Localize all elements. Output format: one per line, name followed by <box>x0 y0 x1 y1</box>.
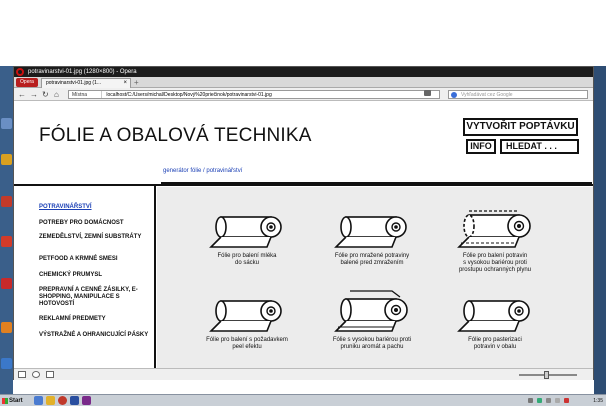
browser-window <box>13 66 594 380</box>
product-label: Fólie pro pasterizaci <box>468 337 522 343</box>
desktop-right-strip <box>594 66 606 394</box>
product-label: Fólie pro balení potravin <box>462 253 528 259</box>
product-label: potravin v obalu <box>473 344 517 350</box>
product-tile[interactable] <box>440 295 550 351</box>
product-tile[interactable] <box>317 287 427 351</box>
google-icon <box>451 92 457 98</box>
tab-bar <box>14 77 593 88</box>
category-sidebar <box>14 186 154 368</box>
window-title: potravinarstvi-01.jpg (1280×800) - Opera <box>28 69 137 75</box>
turbo-icon[interactable] <box>32 371 40 378</box>
sidebar-item-vystrazne[interactable]: VÝSTRAŽNÉ A OHRANICUJÍCÍ PÁSKY <box>39 332 149 338</box>
sidebar-item-domacnost[interactable]: POTREBY PRO DOMÁCNOST <box>39 220 124 226</box>
forward-icon[interactable]: → <box>30 90 38 99</box>
page-title: FÓLIE A OBALOVÁ TECHNIKA <box>39 125 312 146</box>
web-page <box>14 102 593 368</box>
windows-logo-icon <box>2 398 8 404</box>
film-roll-icon <box>332 211 412 251</box>
product-label: peel efektu <box>232 344 262 350</box>
product-label: pruniku aromát a pachu <box>340 344 404 350</box>
folder-icon[interactable] <box>46 396 55 405</box>
film-roll-icon <box>207 295 287 335</box>
taskbar <box>0 394 606 406</box>
search-input[interactable] <box>448 90 588 99</box>
bookmark-icon[interactable] <box>424 90 431 96</box>
product-tile[interactable] <box>192 211 302 267</box>
volume-icon[interactable] <box>555 398 560 403</box>
start-button[interactable] <box>0 396 28 406</box>
sidebar-item-reklamni[interactable]: REKLAMNÍ PREDMETY <box>39 316 106 322</box>
app-icon[interactable] <box>82 396 91 405</box>
product-label: balené pred zmražením <box>340 260 404 266</box>
desktop-shortcut-icon[interactable] <box>1 118 12 129</box>
back-icon[interactable]: ← <box>18 90 26 99</box>
product-tile[interactable] <box>440 207 550 274</box>
product-label: Fólie pro mražené potraviny <box>334 253 410 259</box>
url-text: localhost/C:/Users/michal/Desktop/Nový%20priečinok/potravinarstvi-01.jpg <box>106 92 272 98</box>
product-label: Fólie s vysokou bariérou proti <box>332 337 412 343</box>
tray-icon[interactable] <box>564 398 569 403</box>
explorer-icon[interactable] <box>34 396 43 405</box>
status-bar <box>14 368 593 380</box>
desktop-left-strip <box>0 66 13 394</box>
window-titlebar <box>14 67 593 77</box>
desktop-shortcut-icon[interactable] <box>1 236 12 247</box>
create-inquiry-button[interactable]: VYTVOŘIT POPTÁVKU <box>463 118 578 136</box>
film-roll-icon <box>207 211 287 251</box>
start-label: Start <box>9 398 23 404</box>
sidebar-item-petfood[interactable]: PETFOOD A KRMNÉ SMESI <box>39 256 118 262</box>
address-bar <box>14 88 593 101</box>
sidebar-item-potravinarstvi[interactable]: POTRAVINÁŘSTVÍ <box>39 204 92 210</box>
url-zone-label: Místna <box>72 91 102 99</box>
opera-logo-icon <box>16 68 24 76</box>
product-tile[interactable] <box>317 211 427 267</box>
sidebar-item-prepravni[interactable]: PREPRAVNÍ A CENNÉ ZÁSILKY, E-SHOPPING, MANIPULACE S HOTOVOSTÍ <box>39 287 138 307</box>
product-grid <box>157 187 593 368</box>
desktop-shortcut-icon[interactable] <box>1 278 12 289</box>
network-icon[interactable] <box>546 398 551 403</box>
tab-label: potravinarstvi-01.jpg (1... <box>46 80 102 86</box>
home-icon[interactable]: ⌂ <box>54 90 59 99</box>
zoom-slider-handle[interactable] <box>544 371 549 379</box>
tab-image[interactable] <box>41 78 131 88</box>
breadcrumb[interactable]: generátor fólie / potravinářství <box>161 167 592 184</box>
sidebar-item-chemicky[interactable]: CHEMICKÝ PRUMYSL <box>39 272 103 278</box>
panel-toggle-icon[interactable] <box>18 371 26 378</box>
reload-icon[interactable]: ↻ <box>42 90 49 99</box>
speed-dial-icon[interactable] <box>46 371 54 378</box>
opera-menu-button[interactable]: Opera <box>16 78 38 87</box>
multilayer-film-roll-icon <box>332 287 412 335</box>
info-button[interactable]: INFO <box>466 139 496 154</box>
sidebar-item-zemedelstvi[interactable]: ZEMEDĚLSTVÍ, ZEMNÍ SUBSTRÁTY <box>39 234 142 240</box>
product-tile[interactable] <box>192 295 302 351</box>
url-field[interactable] <box>68 90 440 99</box>
desktop-shortcut-icon[interactable] <box>1 322 12 333</box>
tube-film-roll-icon <box>455 207 535 251</box>
search-button[interactable]: HLEDAT . . . <box>500 139 579 154</box>
tray-icon[interactable] <box>528 398 533 403</box>
taskbar-clock[interactable]: 1:35 <box>593 398 603 404</box>
new-tab-icon[interactable]: + <box>134 78 139 87</box>
search-placeholder: Vyhľadávat cez Google <box>461 92 513 98</box>
product-label: s vysokou bariérou proti <box>463 260 527 266</box>
desktop-shortcut-icon[interactable] <box>1 196 12 207</box>
product-label: Fólie pro balení mléka <box>217 253 277 259</box>
product-label: prostupu ochranných plynu <box>458 267 532 273</box>
photoshop-icon[interactable] <box>70 396 79 405</box>
product-label: Fólie pro balení s požadavkem <box>206 337 288 343</box>
film-roll-icon <box>455 295 535 335</box>
sidebar-divider <box>154 186 156 368</box>
close-icon[interactable]: × <box>123 80 127 86</box>
desktop-shortcut-icon[interactable] <box>1 358 12 369</box>
tray-icon[interactable] <box>537 398 542 403</box>
product-label: do sácku <box>234 260 259 266</box>
desktop-shortcut-icon[interactable] <box>1 154 12 165</box>
opera-taskbar-icon[interactable] <box>58 396 67 405</box>
